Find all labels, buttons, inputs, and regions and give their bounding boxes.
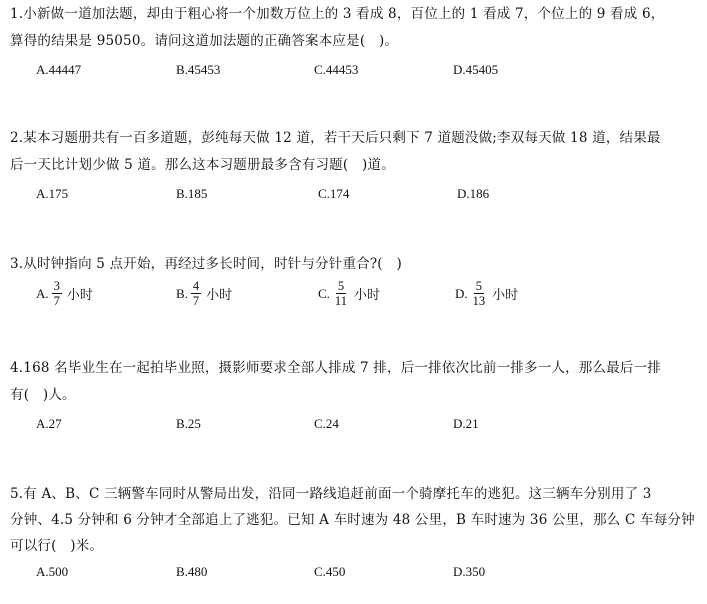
fraction-numerator: 4 [192,279,200,293]
option-c[interactable] [318,279,380,308]
option-c[interactable]: C.44453 [314,62,359,77]
option-d-label: D. [455,285,468,301]
question-4-options [10,416,700,436]
question-5-line-1: 5.有 A、B、C 三辆警车同时从警局出发，沿同一路线追赶前面一个骑摩托车的逃犯。这三辆车分别用了 3 [10,486,652,502]
option-c[interactable]: C.174 [318,186,350,201]
option-a[interactable]: A.44447 [36,62,82,77]
fraction-numerator: 5 [337,279,345,293]
fraction-numerator: 5 [475,279,483,293]
fraction [333,279,349,308]
option-b-unit: 小时 [206,288,233,303]
option-a[interactable]: A.500 [36,564,69,579]
question-1-options [10,62,700,82]
fraction-denominator: 7 [53,294,60,308]
question-2-line-2: 后一天比计划少做 5 道。那么这本习题册最多含有习题( )道。 [10,157,395,173]
question-5 [10,486,700,584]
fraction-denominator: 11 [334,294,347,308]
question-2-line-1: 2.某本习题册共有一百多道题，彭纯每天做 12 道，若干天后只剩下 7 道题没做;李双每天做 18 道，结果最 [10,130,661,146]
option-d[interactable]: D.45405 [453,62,499,77]
option-c-unit: 小时 [353,288,380,303]
option-b[interactable]: B.45453 [176,62,221,77]
option-d-unit: 小时 [492,288,519,303]
question-5-options [10,564,700,584]
fraction-numerator: 3 [53,279,60,293]
option-a[interactable]: A.175 [36,186,69,201]
option-d[interactable]: D.21 [453,416,479,431]
question-5-line-3: 可以行( )米。 [10,538,104,554]
question-2 [10,130,700,206]
fraction-denominator: 7 [192,294,200,308]
question-2-options [10,186,700,206]
option-c[interactable]: C.24 [314,416,339,431]
option-c-label: C. [318,285,330,301]
option-b[interactable]: B.25 [176,416,201,431]
fraction [52,279,62,308]
question-4-line-2: 有( )人。 [10,387,76,403]
option-a-unit: 小时 [66,288,93,303]
option-a-label: A. [36,285,49,301]
option-b[interactable]: B.480 [176,564,208,579]
option-d[interactable]: D.350 [453,564,486,579]
option-a[interactable]: A.27 [36,416,62,431]
option-a[interactable] [36,279,93,308]
option-b[interactable]: B.185 [176,186,208,201]
question-4 [10,360,700,436]
question-1 [10,6,700,82]
option-b-label: B. [176,285,188,301]
option-c[interactable]: C.450 [314,564,346,579]
question-3-options [10,279,700,319]
question-3-line-1: 3.从时钟指向 5 点开始，再经过多长时间，时针与分针重合?( ) [10,256,402,272]
fraction [191,279,201,308]
question-5-line-2: 分钟、4.5 分钟和 6 分钟才全部追上了逃犯。已知 A 车时速为 48 公里，B 车时速为 36 公里，那么 C 车每分钟 [10,512,695,528]
option-d[interactable] [455,279,518,308]
option-d[interactable]: D.186 [457,186,490,201]
option-b[interactable] [176,279,232,308]
fraction [471,279,488,308]
question-3 [10,256,700,319]
question-4-line-1: 4.168 名毕业生在一起拍毕业照，摄影师要求全部人排成 7 排，后一排依次比前一排多一人，那么最后一排 [10,360,662,376]
fraction-denominator: 13 [472,294,486,308]
question-1-line-2: 算得的结果是 95050。请问这道加法题的正确答案本应是( )。 [10,33,399,49]
question-1-line-1: 1.小新做一道加法题，却由于粗心将一个加数万位上的 3 看成 8，百位上的 1 看成 7，个位上的 9 看成 6， [10,6,665,22]
